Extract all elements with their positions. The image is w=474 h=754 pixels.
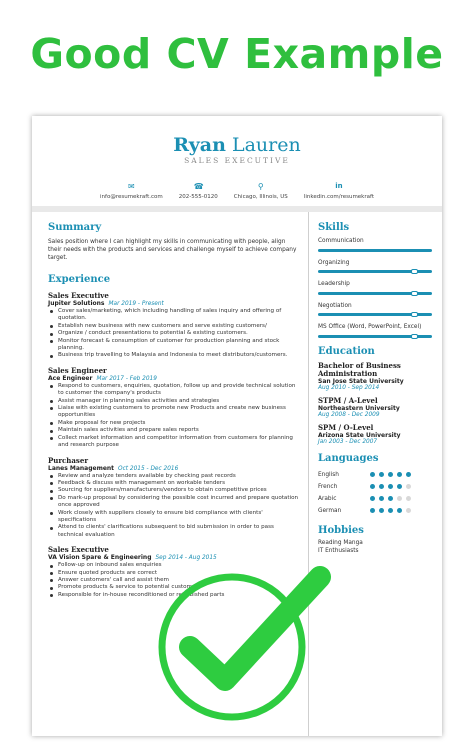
education-item	[318, 424, 432, 445]
bullet-item: Business trip travelling to Malaysia and Indonesia to meet distributors/customers.	[48, 352, 300, 359]
bullet-item: Respond to customers, enquiries, quotation, follow up and provide technical solution to customer the company's products	[48, 383, 300, 398]
job-title: Sales Executive	[48, 291, 109, 300]
education-school: San Jose State University	[318, 377, 404, 385]
education-list	[318, 362, 432, 445]
language-name: English	[318, 471, 339, 478]
language-name: Arabic	[318, 495, 337, 502]
job-dates: Oct 2015 - Dec 2016	[118, 465, 179, 472]
skill-name: Leadership	[318, 281, 350, 287]
summary-heading: Summary	[48, 222, 102, 233]
last-name: Lauren	[231, 134, 301, 156]
bullet-item: Work closely with suppliers closely to ensure bid compliance with clients' specifications	[48, 510, 300, 525]
bullet-item: Monitor forecast & consumption of customer for production planning and stock planning.	[48, 338, 300, 353]
contact-text: info@resumekraft.com	[100, 194, 163, 200]
bullet-item: Review and analyze tenders available by checking past records	[48, 473, 300, 480]
phone-icon: ☎	[193, 182, 204, 191]
job-dates: Mar 2017 - Feb 2019	[96, 375, 157, 382]
experience-item	[48, 456, 300, 540]
job-bullets	[48, 308, 300, 360]
language-item	[318, 469, 432, 481]
skill-bar	[318, 292, 432, 295]
language-level-dot	[397, 508, 402, 513]
education-dates: Aug 2008 - Dec 2009	[318, 411, 380, 418]
first-name: Ryan	[173, 134, 226, 156]
hobbies-heading: Hobbies	[318, 524, 364, 536]
checkmark-icon	[150, 555, 340, 725]
location-icon: ⚲	[257, 182, 264, 191]
job-company: Jupiter Solutions	[48, 300, 105, 307]
bullet-item: Organize / conduct presentations to potential & existing customers.	[48, 330, 300, 337]
language-level-dot	[379, 496, 384, 501]
education-school: Northeastern University	[318, 404, 400, 412]
language-level-dot	[379, 508, 384, 513]
language-item	[318, 505, 432, 517]
bullet-item: Maintain sales activities and prepare sales reports	[48, 427, 300, 434]
bullet-item: Attend to clients' clarifications subsequent to bid submission in order to pass technical evaluation	[48, 524, 300, 539]
contact-item	[179, 182, 218, 200]
contact-item	[304, 182, 374, 200]
job-company-line	[48, 465, 300, 472]
language-level-dot	[406, 508, 411, 513]
bullet-item: Liaise with existing customers to promote new Products and create new business opportunities	[48, 405, 300, 420]
contact-item	[234, 182, 288, 200]
header-divider	[32, 206, 442, 212]
language-name: French	[318, 483, 338, 490]
bullet-item: Collect market information and competitor information from customers for planning and research purpose	[48, 435, 300, 450]
skill-level-knob	[411, 291, 418, 296]
language-level-dot	[397, 484, 402, 489]
candidate-name	[32, 134, 442, 156]
hobbies-list	[318, 539, 432, 555]
education-heading: Education	[318, 345, 375, 357]
bullet-item: Promote products & service to potential customer	[48, 584, 300, 591]
bullet-item: Make proposal for new projects	[48, 420, 300, 427]
language-level-dot	[379, 472, 384, 477]
language-level-dot	[370, 472, 375, 477]
language-level-dot	[397, 472, 402, 477]
job-title: Purchaser	[48, 455, 89, 465]
language-level-dot	[406, 472, 411, 477]
skill-bar	[318, 249, 432, 252]
language-level-dot	[388, 484, 393, 489]
skill-bar	[318, 313, 432, 316]
language-level-dot	[397, 496, 402, 501]
education-degree: SPM / O-Level	[318, 422, 374, 432]
email-icon: ✉	[128, 182, 135, 191]
skill-bar	[318, 270, 432, 273]
job-bullets	[48, 383, 300, 450]
education-item	[318, 362, 432, 391]
skill-name: MS Office (Word, PowerPoint, Excel)	[318, 324, 422, 330]
language-level-dot	[388, 508, 393, 513]
skill-level-knob	[411, 312, 418, 317]
job-dates: Mar 2019 - Present	[108, 301, 164, 307]
job-company: Ace Engineer	[48, 374, 93, 382]
language-level-dot	[379, 484, 384, 489]
bullet-item: Cover sales/marketing, which including handling of sales inquiry and offering of quotation.	[48, 308, 300, 323]
contact-bar	[32, 182, 442, 200]
job-company: Lanes Management	[48, 464, 115, 472]
education-school: Arizona State University	[318, 431, 401, 439]
bullet-item: Answer customers' call and assist them	[48, 577, 300, 584]
language-level-dot	[388, 496, 393, 501]
job-company-line	[48, 300, 300, 307]
candidate-role: SALES EXECUTIVE	[184, 156, 290, 165]
job-bullets	[48, 473, 300, 540]
skill-level-knob	[411, 334, 418, 339]
contact-text: Chicago, Illinois, US	[233, 194, 288, 200]
bullet-item: Feedback & discuss with management on workable tenders	[48, 480, 300, 487]
bullet-item: Ensure quoted products are correct	[48, 570, 300, 577]
right-column	[318, 216, 432, 555]
job-company-line	[48, 375, 300, 382]
linkedin-icon: in	[335, 182, 343, 190]
job-title: Sales Executive	[48, 545, 109, 555]
hobby-item: Reading Manga	[318, 539, 363, 546]
education-dates: Aug 2010 - Sep 2014	[318, 384, 380, 391]
bullet-item: Responsible for in-house reconditioned or refurbished parts	[48, 592, 300, 599]
contact-item	[100, 182, 163, 200]
contact-text: linkedin.com/resumekraft	[303, 194, 374, 200]
skills-list	[318, 238, 432, 338]
hobby-item: IT Enthusiasts	[318, 547, 359, 554]
skill-bar	[318, 335, 432, 338]
languages-list	[318, 469, 432, 517]
page-headline: Good CV Example	[30, 30, 444, 78]
job-title: Sales Engineer	[48, 365, 107, 375]
experience-heading: Experience	[48, 274, 111, 285]
left-column	[48, 216, 300, 599]
contact-text: 202-555-0120	[178, 194, 218, 200]
skill-level-knob	[411, 269, 418, 274]
bullet-item: Sourcing for suppliers/manufacturers/vendors to obtain competitive prices	[48, 487, 300, 494]
bullet-item: Do mark-up proposal by considering the possible cost incurred and prepare quotation once approved	[48, 495, 300, 510]
job-company: VA Vision Spare & Engineering	[48, 554, 152, 562]
skill-name: Negotiation	[318, 302, 352, 309]
language-level-dot	[370, 508, 375, 513]
summary-text: Sales position where I can highlight my skills in communicating with people, align their needs with the products and services and challenge myself to achieve company target.	[48, 239, 297, 261]
skills-heading: Skills	[318, 222, 350, 233]
experience-list	[48, 291, 300, 599]
languages-heading: Languages	[318, 452, 379, 464]
language-level-dot	[406, 484, 411, 489]
bullet-item: Assist manager in planning sales activities and strategies	[48, 398, 300, 405]
skill-name: Communication	[318, 238, 364, 244]
experience-item	[48, 366, 300, 450]
job-dates: Sep 2014 - Aug 2015	[155, 555, 217, 562]
language-level-dot	[370, 484, 375, 489]
bullet-item: Follow-up on inbound sales enquiries	[48, 562, 300, 569]
language-item	[318, 481, 432, 493]
education-degree: Bachelor of Business Administration	[318, 360, 401, 378]
education-dates: Jan 2003 - Dec 2007	[318, 438, 378, 445]
language-level-dot	[370, 496, 375, 501]
language-level-dot	[406, 496, 411, 501]
language-level-dot	[388, 472, 393, 477]
skill-name: Organizing	[318, 259, 350, 266]
language-item	[318, 493, 432, 505]
bullet-item: Establish new business with new customers and serve existing customers/	[48, 323, 300, 330]
education-item	[318, 397, 432, 418]
experience-item	[48, 291, 300, 360]
language-name: German	[318, 507, 342, 514]
education-degree: STPM / A-Level	[318, 395, 378, 405]
